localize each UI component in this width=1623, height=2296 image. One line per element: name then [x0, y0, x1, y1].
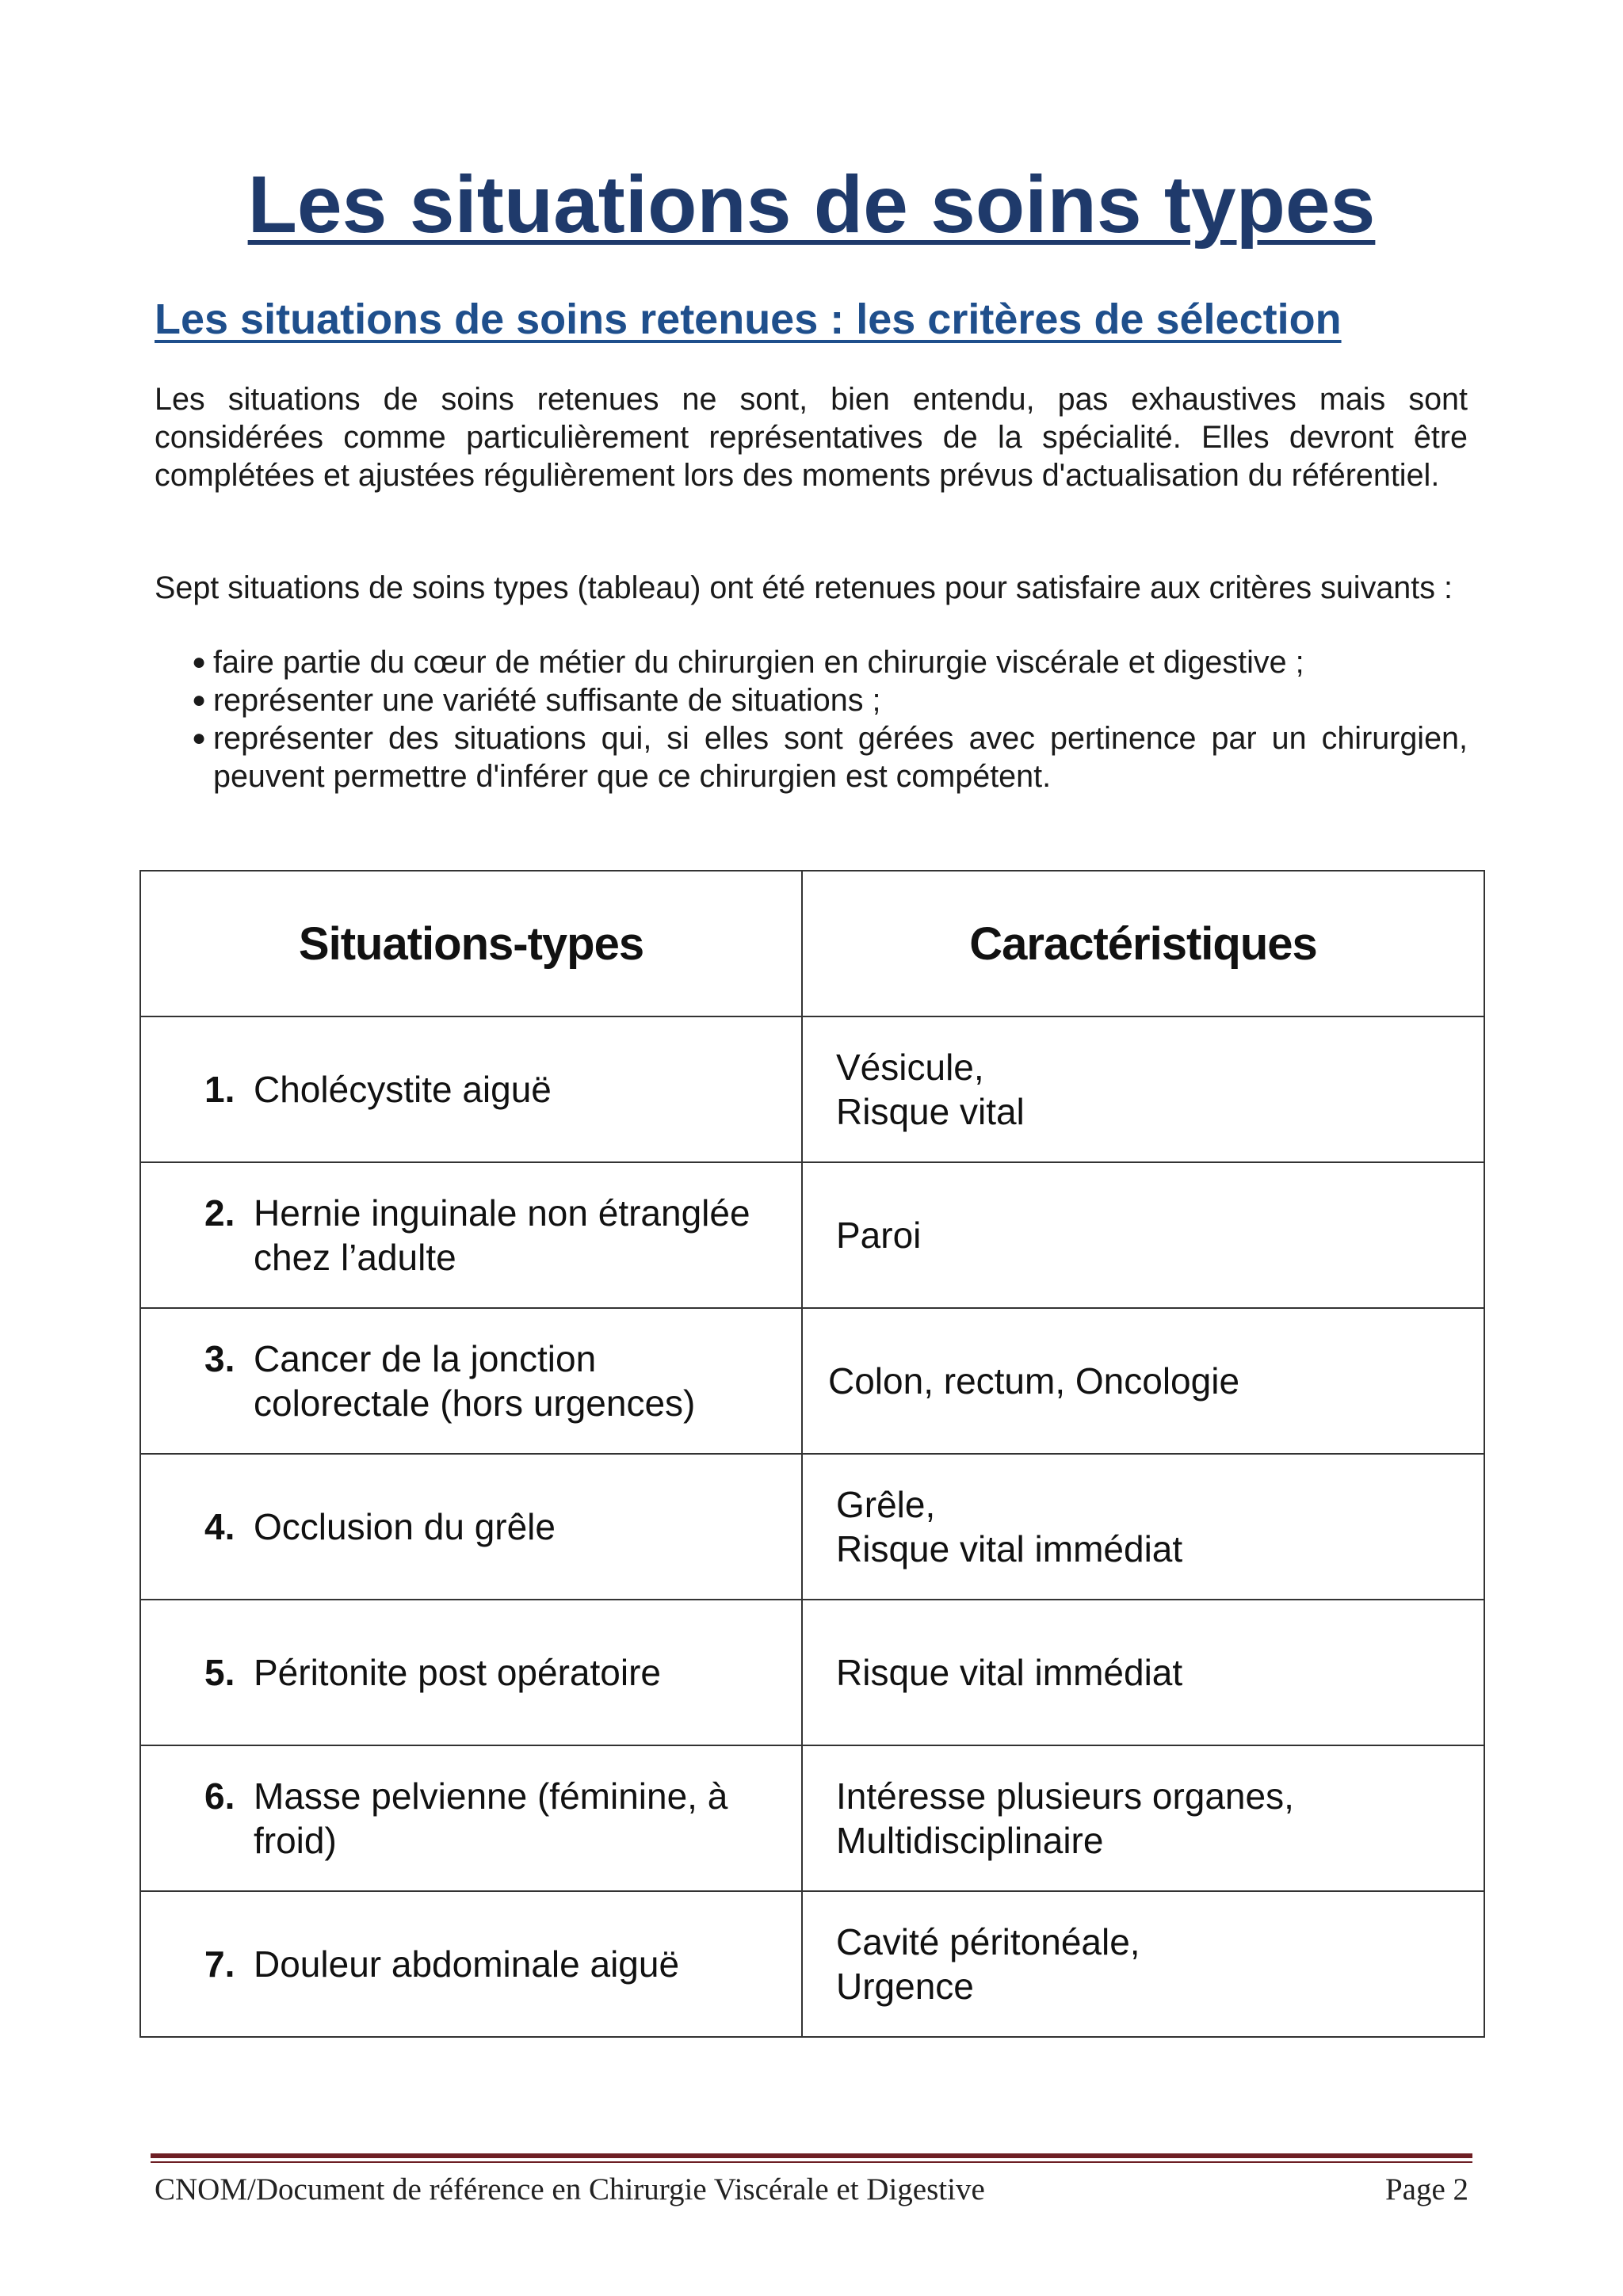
characteristic-line: Risque vital immédiat [836, 1528, 1183, 1569]
characteristic-line: Risque vital immédiat [836, 1652, 1183, 1693]
section-title: Les situations de soins retenues : les critères de sélection [155, 296, 1342, 343]
footer-divider [151, 2153, 1472, 2158]
characteristics-cell [802, 1745, 1484, 1891]
situation-number: 2. [204, 1192, 235, 1234]
characteristic-line: Multidisciplinaire [836, 1820, 1104, 1861]
situation-cell [140, 1162, 802, 1308]
bullet-icon: ● [192, 687, 207, 713]
footer-page-number: Page 2 [1384, 2172, 1468, 2206]
characteristics-cell [802, 1454, 1484, 1600]
table-row [140, 1308, 1484, 1454]
criteria-item [155, 719, 1468, 795]
table-row [140, 1016, 1484, 1162]
characteristics-cell [802, 1162, 1484, 1308]
table-header-row [140, 871, 1484, 1016]
situation-cell [140, 1016, 802, 1162]
characteristic-line: Cavité péritonéale, [836, 1921, 1140, 1962]
criteria-item-text: représenter des situations qui, si elles sont gérées avec pertinence par un chirurgien, peuvent permettre d'inférer que ce chirurgien est compétent. [213, 721, 1468, 794]
situation-number: 1. [204, 1069, 235, 1110]
situation-label: Masse pelvienne (féminine, à froid) [254, 1775, 728, 1861]
characteristic-line: Vésicule, [836, 1047, 984, 1088]
situation-label: Hernie inguinale non étranglée chez l’adulte [254, 1192, 750, 1278]
situation-cell [140, 1891, 802, 2037]
situation-label: Douleur abdominale aiguë [254, 1943, 680, 1985]
situation-number: 6. [204, 1775, 235, 1817]
characteristics-cell [802, 1016, 1484, 1162]
footer-document-reference: CNOM/Document de référence en Chirurgie Viscérale et Digestive [155, 2172, 985, 2206]
situation-number: 5. [204, 1652, 235, 1693]
table-row [140, 1600, 1484, 1745]
bullet-icon: ● [192, 725, 207, 751]
criteria-intro-paragraph: Sept situations de soins types (tableau) ont été retenues pour satisfaire aux critères suivants : [155, 570, 1453, 605]
table-row [140, 1162, 1484, 1308]
situation-number: 4. [204, 1506, 235, 1547]
characteristics-cell [802, 1308, 1484, 1454]
footer-divider-thin [151, 2161, 1472, 2163]
characteristic-line: Risque vital [836, 1091, 1025, 1132]
characteristic-line: Colon, rectum, Oncologie [828, 1360, 1240, 1402]
criteria-item-text: représenter une variété suffisante de situations ; [213, 683, 881, 718]
criteria-item [155, 643, 1468, 681]
characteristics-cell [802, 1600, 1484, 1745]
situation-cell [140, 1745, 802, 1891]
characteristic-line: Intéresse plusieurs organes, [836, 1775, 1294, 1817]
table-row [140, 1891, 1484, 2037]
criteria-item-text: faire partie du cœur de métier du chirurgien en chirurgie viscérale et digestive ; [213, 645, 1304, 680]
bullet-icon: ● [192, 649, 207, 675]
situation-cell [140, 1308, 802, 1454]
situation-label: Cholécystite aiguë [254, 1069, 552, 1110]
characteristic-line: Urgence [836, 1966, 974, 2007]
situation-label: Cancer de la jonction colorectale (hors urgences) [254, 1338, 696, 1424]
header-caracteristiques: Caractéristiques [802, 871, 1484, 1016]
situation-label: Péritonite post opératoire [254, 1652, 661, 1693]
intro-paragraph: Les situations de soins retenues ne sont, bien entendu, pas exhaustives mais sont considérées comme particulièrement représentatives de la spécialité. Elles devront être complétées et ajustées régulièrement lors des moments prévus d'actualisation du référentiel. [155, 382, 1468, 493]
characteristic-line: Grêle, [836, 1484, 936, 1525]
situation-number: 7. [204, 1943, 235, 1985]
criteria-item [155, 681, 1468, 719]
situation-label: Occlusion du grêle [254, 1506, 556, 1547]
criteria-list [155, 643, 1468, 795]
characteristic-line: Paroi [836, 1215, 922, 1256]
header-situations-types: Situations-types [140, 871, 802, 1016]
situation-number: 3. [204, 1338, 235, 1379]
page-title: Les situations de soins types [247, 159, 1376, 250]
situation-cell [140, 1454, 802, 1600]
characteristics-cell [802, 1891, 1484, 2037]
situations-table [139, 870, 1485, 2038]
table-row [140, 1454, 1484, 1600]
table-row [140, 1745, 1484, 1891]
situation-cell [140, 1600, 802, 1745]
